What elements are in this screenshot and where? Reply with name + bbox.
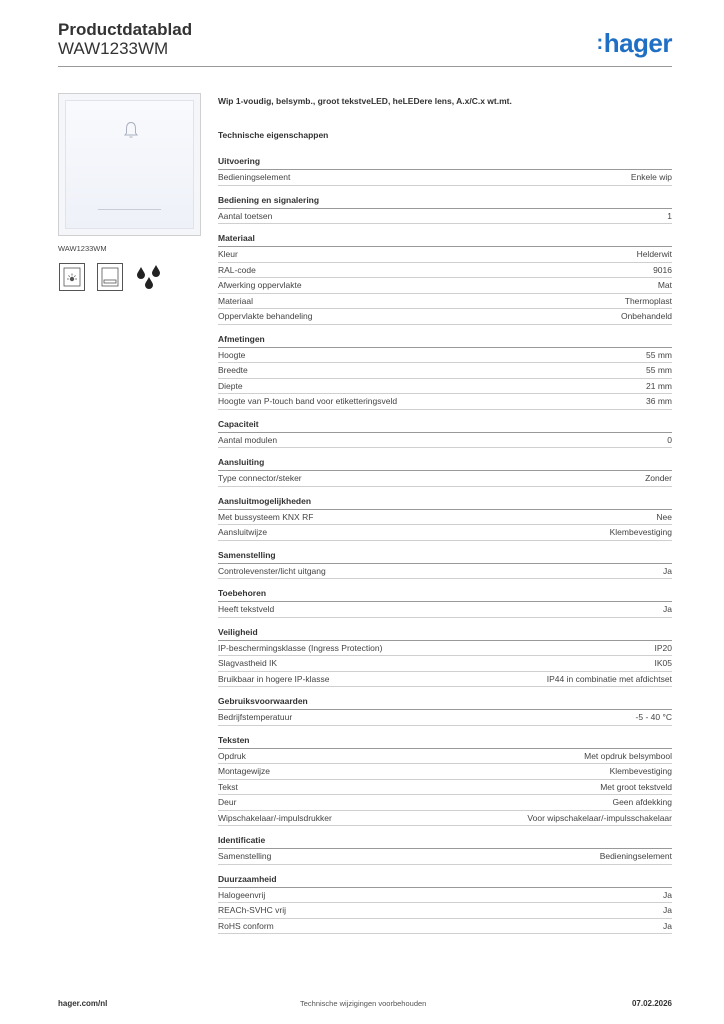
spec-label: Samenstelling [218,851,272,861]
spec-label: Deur [218,797,237,807]
footer-website[interactable]: hager.com/nl [58,999,108,1008]
spec-row [218,510,672,526]
spec-label: Kleur [218,249,238,259]
spec-label: Tekst [218,781,238,792]
spec-row [218,888,672,904]
spec-value: Voor wipschakelaar/-impulsschakelaar [527,812,672,823]
spec-row [218,672,672,688]
footer-disclaimer: Technische wijzigingen voorbehouden [300,999,427,1008]
bell-icon [123,121,139,139]
spec-group-title: Afmetingen [218,334,672,348]
spec-label: Slagvastheid IK [218,658,278,668]
product-image [58,93,201,236]
spec-value: Ja [663,920,672,931]
spec-group-title: Aansluitmogelijkheden [218,496,672,510]
spec-label: Wipschakelaar/-impulsdrukker [218,812,332,823]
spec-value: Ja [663,565,672,576]
spec-label: Oppervlakte behandeling [218,311,313,321]
spec-value: 21 mm [646,380,672,391]
spec-row [218,903,672,919]
spec-row [218,379,672,395]
spec-group [218,874,672,935]
spec-value: 55 mm [646,349,672,360]
spec-label: Aantal modulen [218,434,278,445]
spec-row [218,564,672,580]
spec-group-title: Veiligheid [218,627,672,641]
logo-text: hager [603,28,672,58]
spec-row [218,363,672,379]
spec-group-title: Uitvoering [218,156,672,170]
spec-row [218,433,672,449]
spec-row [218,710,672,726]
spec-group [218,627,672,688]
spec-row [218,849,672,865]
spec-value: -5 - 40 °C [635,712,672,722]
spec-group [218,156,672,186]
spec-value: Nee [656,511,672,522]
spec-value: Met opdruk belsymbool [584,750,672,761]
spec-row [218,170,672,186]
spec-value: Klembevestiging [609,766,672,776]
spec-value: Mat [657,280,672,290]
spec-row [218,263,672,279]
spec-row [218,656,672,672]
spec-group [218,835,672,865]
spec-label: Met bussysteem KNX RF [218,511,314,522]
spec-value: Ja [663,604,672,614]
spec-row [218,247,672,263]
spec-row [218,309,672,325]
spec-group [218,195,672,225]
spec-row [218,278,672,294]
spec-value: IP44 in combinatie met afdichtset [546,673,672,684]
spec-label: Materiaal [218,295,253,306]
spec-label: Aansluitwijze [218,527,268,537]
spec-value: Helderwit [636,249,672,259]
spec-value: IP20 [654,642,672,653]
page-title: Productdatablad [58,20,193,39]
spec-value: Bedieningselement [599,851,672,861]
spec-label: Hoogte [218,349,246,360]
spec-value: 0 [667,434,672,445]
spec-group-title: Materiaal [218,233,672,247]
spec-value: Zonder [645,473,672,483]
spec-label: RoHS conform [218,920,274,931]
spec-row [218,602,672,618]
spec-label: IP-beschermingsklasse (Ingress Protection) [218,642,383,653]
spec-row [218,795,672,811]
spec-value: Geen afdekking [612,797,672,807]
light-signal-icon [59,263,85,291]
spec-row [218,749,672,765]
spec-group-title: Identificatie [218,835,672,849]
spec-label: Type connector/steker [218,473,302,483]
spec-value: Klembevestiging [609,527,672,537]
hager-logo [597,28,672,59]
text-field-icon [97,263,123,291]
spec-row [218,919,672,935]
spec-label: Bruikbaar in hogere IP-klasse [218,673,330,684]
spec-label: Opdruk [218,750,246,761]
spec-value: 36 mm [646,396,672,406]
spec-value: Enkele wip [630,172,672,182]
spec-label: Hoogte van P-touch band voor etiketteringsveld [218,396,398,406]
spec-group-title: Toebehoren [218,588,672,602]
spec-group-title: Teksten [218,735,672,749]
spec-row [218,811,672,827]
spec-group-title: Bediening en signalering [218,195,672,209]
spec-row [218,348,672,364]
switch-rocker [65,100,194,229]
spec-group-title: Duurzaamheid [218,874,672,888]
spec-label: REACh-SVHC vrij [218,905,287,915]
spec-group-title: Gebruiksvoorwaarden [218,696,672,710]
header-divider [58,66,672,67]
spec-label: Diepte [218,380,243,391]
spec-group [218,419,672,449]
water-drops-icon [134,263,164,291]
spec-group [218,334,672,410]
spec-row [218,780,672,796]
spec-row [218,394,672,410]
product-description: Wip 1-voudig, belsymb., groot tekstveLED, heLEDere lens, A.x/C.x wt.mt. [218,96,512,106]
spec-label: Halogeenvrij [218,889,266,900]
spec-label: Breedte [218,365,248,375]
specifications [218,156,672,943]
spec-label: Montagewijze [218,766,270,776]
image-caption: WAW1233WM [58,244,107,253]
spec-label: Bedrijfstemperatuur [218,712,293,722]
spec-group [218,588,672,618]
spec-value: Onbehandeld [620,311,672,321]
spec-group [218,735,672,827]
spec-label: RAL-code [218,264,256,275]
spec-label: Bedieningselement [218,172,291,182]
logo-dots-icon: : [596,32,603,54]
spec-row [218,209,672,225]
spec-group-title: Aansluiting [218,457,672,471]
spec-value: 55 mm [646,365,672,375]
spec-value: IK05 [654,658,672,668]
spec-row [218,471,672,487]
spec-group-title: Capaciteit [218,419,672,433]
spec-group [218,696,672,726]
spec-row [218,525,672,541]
spec-label: Controlevenster/licht uitgang [218,565,326,576]
spec-group-title: Samenstelling [218,550,672,564]
product-code-heading: WAW1233WM [58,39,169,58]
spec-row [218,641,672,657]
spec-value: Ja [663,889,672,900]
spec-value: 9016 [653,264,672,275]
spec-row [218,764,672,780]
spec-label: Aantal toetsen [218,210,273,221]
spec-value: Ja [663,905,672,915]
specs-title: Technische eigenschappen [218,130,329,140]
spec-value: Met groot tekstveld [600,781,672,792]
spec-group [218,550,672,580]
spec-group [218,496,672,541]
footer-date: 07.02.2026 [631,999,672,1008]
spec-row [218,294,672,310]
spec-group [218,457,672,487]
spec-value: 1 [667,210,672,221]
spec-value: Thermoplast [624,295,672,306]
spec-group [218,233,672,325]
spec-label: Heeft tekstveld [218,604,275,614]
spec-label: Afwerking oppervlakte [218,280,302,290]
text-field-line [98,209,161,210]
